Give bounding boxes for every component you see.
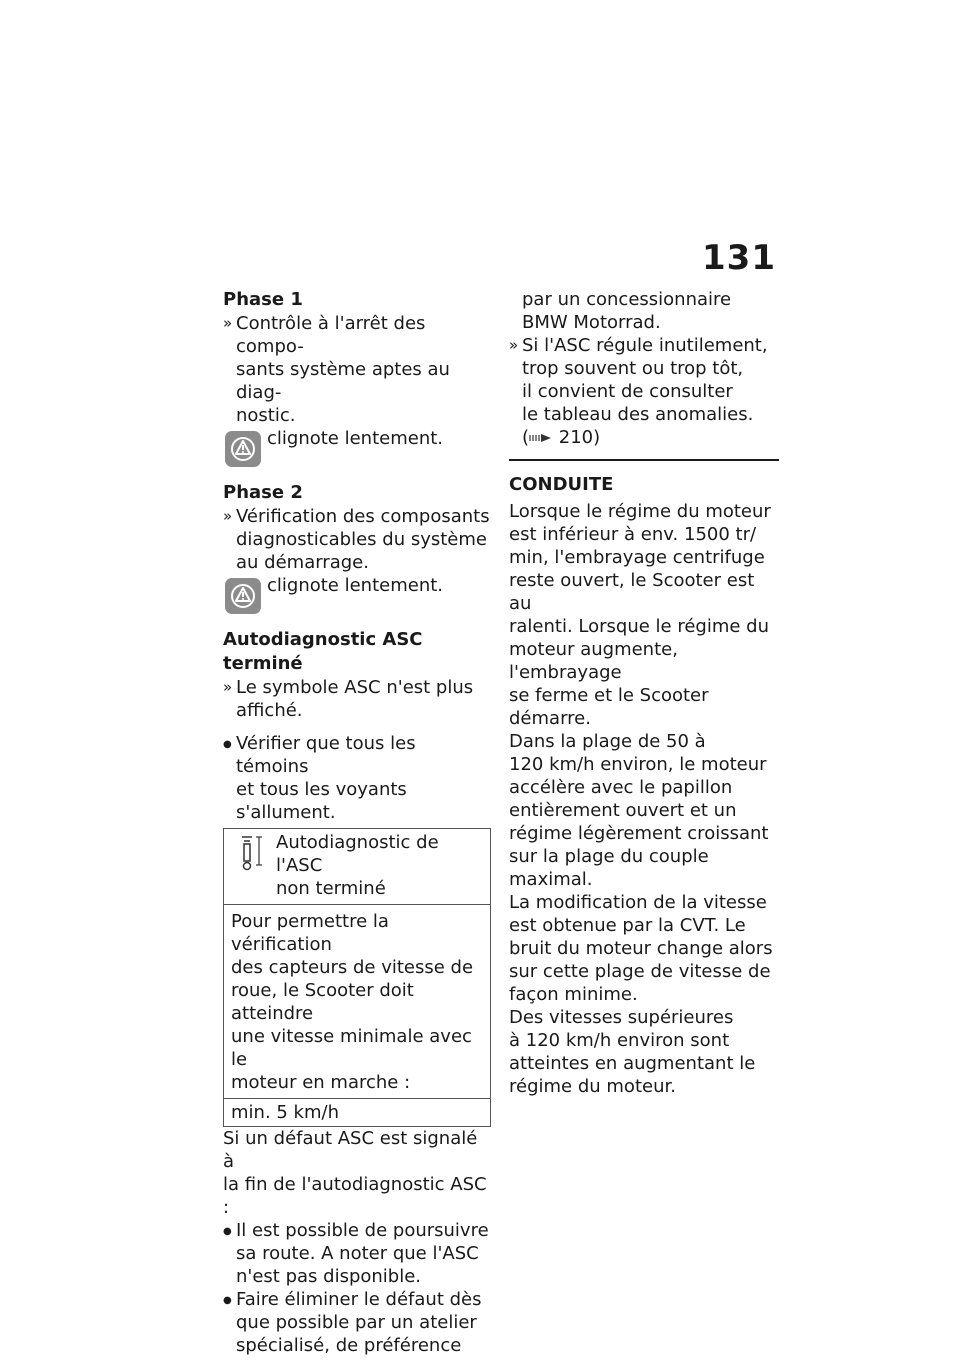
paragraph-line: régime légèrement croissant [509, 823, 769, 844]
paragraph-clutch [509, 500, 779, 730]
paragraph-line: Dans la plage de 50 à [509, 731, 706, 752]
regulation-line: trop souvent ou trop tôt, [522, 358, 744, 379]
diagnostic-done-result [223, 676, 491, 722]
paragraph-line: se ferme et le Scooter démarre. [509, 685, 709, 729]
note-body-line: une vitesse minimale avec le [231, 1026, 472, 1070]
paragraph-line: entièrement ouvert et un [509, 800, 737, 821]
check-line: ● Vérifier que tous les témoins [236, 733, 416, 777]
diagnostic-tool-icon [238, 831, 266, 875]
phase2-result [223, 505, 491, 574]
asc-warning-icon [225, 578, 261, 614]
paragraph-line: est inférieur à env. 1500 tr/ [509, 524, 757, 545]
page-number: 131 [702, 238, 776, 278]
regulation-line: le tableau des anomalies. [522, 404, 754, 425]
note-body-line: moteur en marche : [231, 1072, 411, 1093]
check-line: et tous les voyants s'allument. [236, 779, 407, 823]
paragraph-line: La modification de la vitesse [509, 892, 767, 913]
phase1-result [223, 312, 491, 427]
phase1-title: Phase 1 [223, 289, 303, 310]
phase1-line: nostic. [236, 405, 296, 426]
note-box-title [276, 831, 486, 900]
paragraph-line: bruit du moteur change alors [509, 938, 773, 959]
page-reference-arrow-icon [529, 431, 553, 445]
phase1-indicator [225, 427, 491, 467]
note-box-value: min. 5 km/h [231, 1102, 339, 1123]
fault-line: la fin de l'autodiagnostic ASC : [223, 1174, 487, 1218]
paragraph-speed-range [509, 730, 779, 1006]
continued-line: BMW Motorrad. [522, 312, 661, 333]
note-box [223, 828, 491, 1127]
asc-warning-icon [225, 431, 261, 467]
check-lamps-bullet [223, 732, 491, 824]
fault-bullet-line: que possible par un atelier [236, 1312, 477, 1333]
paragraph-line: est obtenue par la CVT. Le [509, 915, 746, 936]
fault-intro [223, 1127, 491, 1219]
paragraph-line: atteintes en augmentant le [509, 1053, 756, 1074]
phase2-indicator [225, 574, 491, 614]
note-body-line: roue, le Scooter doit atteindre [231, 980, 414, 1024]
note-body-line: des capteurs de vitesse de [231, 957, 474, 978]
paragraph-line: sur cette plage de vitesse de [509, 961, 771, 982]
paragraph-line: Des vitesses supérieures [509, 1007, 734, 1028]
paragraph-line: façon minime. [509, 984, 638, 1005]
continued-line: par un concessionnaire [522, 289, 732, 310]
paragraph-line: min, l'embrayage centrifuge [509, 547, 765, 568]
done-line: » Le symbole ASC n'est plus [236, 677, 474, 698]
paragraph-line: régime du moteur. [509, 1076, 676, 1097]
phase2-title: Phase 2 [223, 482, 303, 503]
phase2-status: clignote lentement. [267, 575, 444, 596]
section-title: CONDUITE [509, 459, 779, 500]
asc-regulation-result [509, 334, 779, 449]
paragraph-line: 120 km/h environ, le moteur [509, 754, 767, 775]
paragraph-line: moteur augmente, l'embrayage [509, 639, 678, 683]
right-column [509, 288, 779, 1098]
phase1-line: sants système aptes au diag- [236, 359, 450, 403]
fault-bullet-line: ● Faire éliminer le défaut dès [236, 1289, 482, 1310]
paragraph-line: à 120 km/h environ sont [509, 1030, 730, 1051]
fault-bullet-continue [223, 1219, 491, 1288]
note-box-body [224, 905, 490, 1099]
regulation-line: » Si l'ASC régule inutilement, [522, 335, 768, 356]
fault-bullet-repair [223, 1288, 491, 1357]
note-head-line: non terminé [276, 878, 386, 899]
ref-page-number: 210) [553, 427, 601, 448]
phase2-line: » Vérification des composants [236, 506, 490, 527]
paragraph-line: reste ouvert, le Scooter est au [509, 570, 755, 614]
page-reference[interactable] [522, 426, 779, 449]
fault-bullet-line: n'est pas disponible. [236, 1266, 422, 1287]
phase2-line: diagnosticables du système [236, 529, 487, 550]
note-box-header [224, 829, 490, 905]
done-line: affiché. [236, 700, 303, 721]
phase1-status: clignote lentement. [267, 428, 444, 449]
paragraph-line: ralenti. Lorsque le régime du [509, 616, 770, 637]
continued-text [509, 288, 779, 334]
diagnostic-done-title: Autodiagnostic ASC terminé [223, 629, 423, 674]
fault-bullet-line: spécialisé, de préférence [236, 1335, 462, 1356]
paragraph-line: Lorsque le régime du moteur [509, 501, 771, 522]
paragraph-higher-speeds [509, 1006, 779, 1098]
fault-bullet-line: sa route. A noter que l'ASC [236, 1243, 479, 1264]
note-body-line: Pour permettre la vérification [231, 911, 389, 955]
phase1-line: » Contrôle à l'arrêt des compo- [236, 313, 426, 357]
fault-bullet-line: ● Il est possible de poursuivre [236, 1220, 489, 1241]
fault-line: Si un défaut ASC est signalé à [223, 1128, 478, 1172]
paragraph-line: accélère avec le papillon [509, 777, 733, 798]
note-head-line: Autodiagnostic de l'ASC [276, 832, 439, 876]
phase2-line: au démarrage. [236, 552, 369, 573]
regulation-line: il convient de consulter [522, 381, 733, 402]
ref-open-paren: ( [522, 427, 530, 448]
left-column [223, 288, 491, 1357]
paragraph-line: sur la plage du couple maximal. [509, 846, 709, 890]
